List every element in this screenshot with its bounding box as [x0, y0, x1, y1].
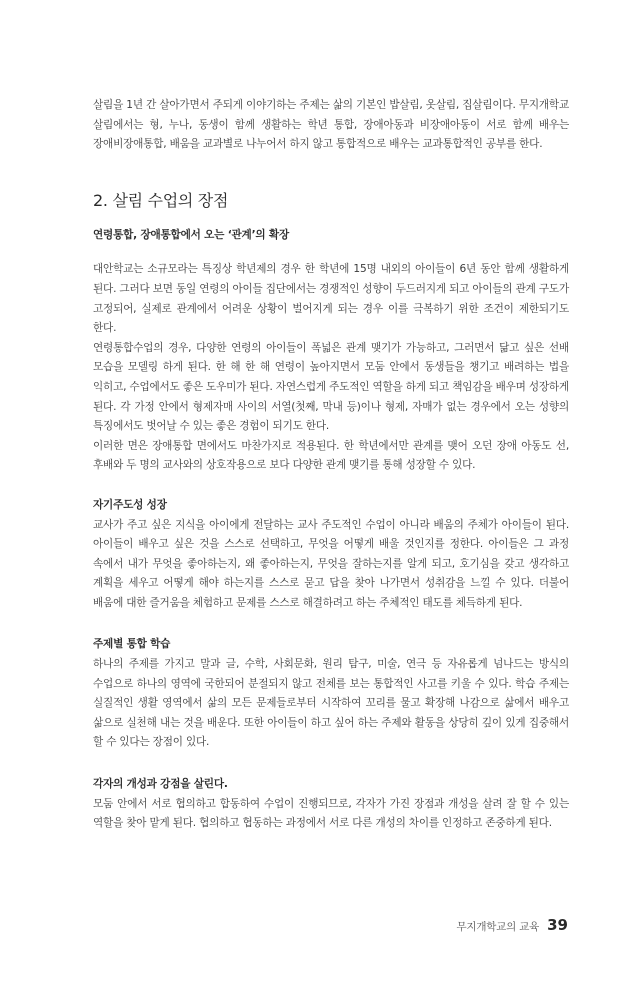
body-paragraph: 교사가 주고 싶은 지식을 아이에게 전달하는 교사 주도적인 수업이 아니라 배움의 주체가 아이들이 된다. 아이들이 배우고 싶은 것을 스스로 선택하고, 무엇을 어떻게 배울 것인지를 정한다. 아이들은 그 과정 속에서 내가 무엇을 좋아하는지, 왜 좋아하는지, 무엇을 잘하는지를 알게 되고, 호기심을 갖고 생각하고 계획을 세우고 어떻게 해야 하는지를 스스로 묻고 답을 찾아 나가면서 성취감을 느낄 수 있다. 더불어 배움에 대한 즐거움을 체험하고 문제를 스스로 해결하려고 하는 주체적인 태도를 체득하게 된다. [93, 518, 569, 609]
subsection-integrated-learning [93, 635, 569, 753]
subsection-heading: 각자의 개성과 강점을 살린다. [93, 778, 228, 791]
section-title: 2. 살림 수업의 장점 [93, 190, 229, 210]
subsection-heading: 자기주도성 성장 [93, 498, 167, 511]
intro-paragraph: 살림을 1년 간 살아가면서 주되게 이야기하는 주제는 삶의 기본인 밥살림, 옷살림, 집살림이다. 무지개학교 살림에서는 형, 누나, 동생이 함께 생활하는 학년 통합, 장애아동과 비장애아동이 서로 함께 배우는 장애비장애통합, 배움을 교과별로 나누어서 하지 않고 통합적으로 배우는 교과통합적인 공부를 한다. [93, 99, 569, 151]
page-number: 39 [547, 916, 568, 934]
subsection-self-direction [93, 496, 569, 614]
body-paragraph: 연령통합수업의 경우, 다양한 연령의 아이들이 폭넓은 관계 맺기가 가능하고, 그러면서 닮고 싶은 선배 모습을 모델링 하게 된다. 한 해 한 해 연령이 높아지면서 모둠 안에서 동생들을 챙기고 배려하는 법을 익히고, 수업에서도 좋은 도우미가 된다. 자연스럽게 주도적인 역할을 하게 되고 책임감을 배우며 성장하게 된다. 각 가정 안에서 형제자매 사이의 서열(첫째, 막내 등)이나 형제, 자매가 없는 경우에서 오는 성향의 특징에서도 벗어날 수 있는 좋은 경험이 되기도 한다. [93, 341, 569, 433]
page-body [93, 96, 569, 834]
page-footer [456, 916, 568, 934]
subsection-relationship [93, 226, 569, 476]
body-paragraph: 이러한 면은 장애통합 면에서도 마찬가지로 적용된다. 한 학년에서만 관계를 맺어 오던 장애 아동도 선, 후배와 두 명의 교사와의 상호작용으로 보다 다양한 관계 맺기를 통해 성장할 수 있다. [93, 439, 569, 472]
footer-label: 무지개학교의 교육 [456, 921, 540, 933]
body-paragraph: 모둠 안에서 서로 협의하고 합동하여 수업이 진행되므로, 각자가 가진 장점과 개성을 살려 잘 할 수 있는 역할을 찾아 맡게 된다. 협의하고 협동하는 과정에서 서로 다른 개성의 차이를 인정하고 존중하게 된다. [93, 797, 569, 830]
subsection-individuality [93, 775, 569, 834]
subsection-heading: 주제별 통합 학습 [93, 638, 171, 651]
subsection-heading: 연령통합, 장애통합에서 오는 ‘관계’의 확장 [93, 228, 289, 241]
body-paragraph: 대안학교는 소규모라는 특징상 학년제의 경우 한 학년에 15명 내외의 아이들이 6년 동안 함께 생활하게 된다. 그러다 보면 동일 연령의 아이들 집단에서는 경쟁적인 성향이 두드러지게 되고 아이들의 관계 구도가 고정되어, 실제로 관계에서 어려운 상황이 벌어지게 되는 경우 이를 극복하기 위한 조건이 제한되기도 한다. [93, 263, 569, 335]
body-paragraph: 하나의 주제를 가지고 말과 글, 수학, 사회문화, 원리 탐구, 미술, 연극 등 자유롭게 넘나드는 방식의 수업으로 하나의 영역에 국한되어 분절되지 않고 전체를 보는 통합적인 사고를 키울 수 있다. 학습 주제는 실질적인 생활 영역에서 삶의 모든 문제들로부터 시작하여 꼬리를 물고 확장해 나감으로 삶에서 배우고 삶으로 실천해 내는 것을 배운다. 또한 아이들이 하고 싶어 하는 주제와 활동을 상당히 깊이 있게 집중해서 할 수 있다는 장점이 있다. [93, 658, 569, 749]
